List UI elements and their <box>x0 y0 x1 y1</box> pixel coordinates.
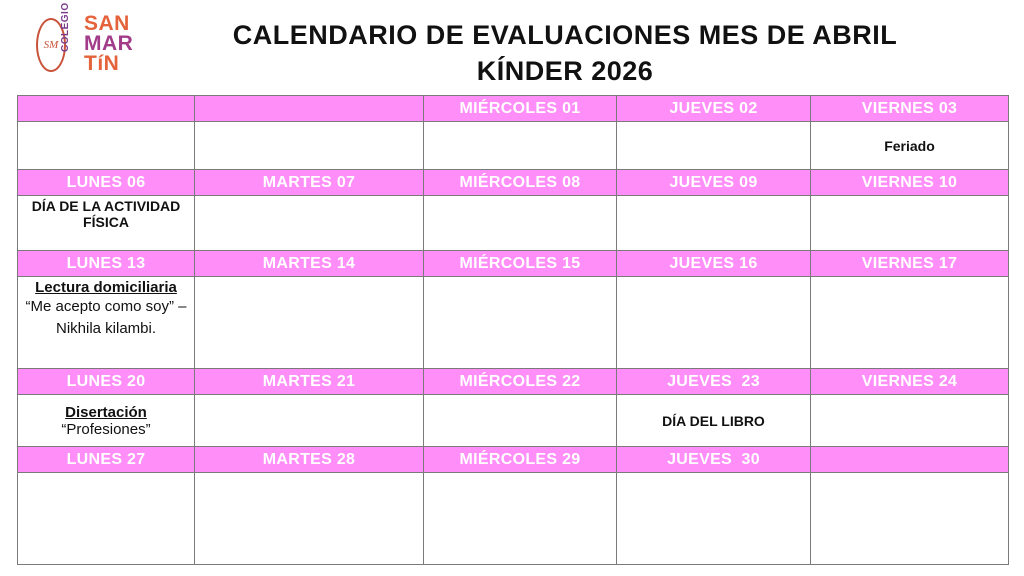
day-header: MIÉRCOLES 15 <box>424 251 617 277</box>
day-cell <box>424 122 617 170</box>
day-cell <box>811 196 1009 251</box>
day-note-lectura <box>18 277 195 369</box>
week-4-header-row <box>18 369 1009 395</box>
logo-word-tin: TíN <box>84 52 120 75</box>
day-cell <box>811 473 1009 565</box>
week-3-body-row <box>18 277 1009 369</box>
day-header: VIERNES 10 <box>811 170 1009 196</box>
week-5-body-row <box>18 473 1009 565</box>
day-header: JUEVES 09 <box>617 170 811 196</box>
day-header: JUEVES 02 <box>617 96 811 122</box>
week-2-body-row <box>18 196 1009 251</box>
calendar-table <box>17 95 1009 565</box>
day-header: VIERNES 24 <box>811 369 1009 395</box>
day-cell <box>424 277 617 369</box>
day-cell <box>195 395 424 447</box>
day-header: LUNES 20 <box>18 369 195 395</box>
day-cell <box>18 122 195 170</box>
day-note-actividad-fisica: DÍA DE LA ACTIVIDAD FÍSICA <box>18 196 195 251</box>
day-header: VIERNES 17 <box>811 251 1009 277</box>
logo-word-san: SAN <box>84 12 130 35</box>
day-cell <box>811 277 1009 369</box>
week-2-header-row <box>18 170 1009 196</box>
logo-word-mar: MAR <box>84 32 134 55</box>
note-heading: Lectura domiciliaria <box>35 279 177 296</box>
day-cell <box>811 395 1009 447</box>
day-header <box>195 96 424 122</box>
day-cell <box>617 277 811 369</box>
day-header: JUEVES 23 <box>617 369 811 395</box>
day-cell <box>195 196 424 251</box>
day-header: MARTES 07 <box>195 170 424 196</box>
day-header <box>18 96 195 122</box>
day-cell <box>195 122 424 170</box>
day-cell <box>424 473 617 565</box>
day-note-dia-del-libro: DÍA DEL LIBRO <box>617 395 811 447</box>
day-header: VIERNES 03 <box>811 96 1009 122</box>
day-header: MIÉRCOLES 22 <box>424 369 617 395</box>
day-header: LUNES 13 <box>18 251 195 277</box>
day-cell <box>617 122 811 170</box>
day-header: LUNES 27 <box>18 447 195 473</box>
day-header: JUEVES 30 <box>617 447 811 473</box>
day-header <box>811 447 1009 473</box>
week-1-header-row <box>18 96 1009 122</box>
note-text: “Me acepto como soy” – Nikhila kilambi. <box>25 298 187 337</box>
day-header: LUNES 06 <box>18 170 195 196</box>
day-header: MARTES 21 <box>195 369 424 395</box>
week-5-header-row <box>18 447 1009 473</box>
logo-colegio-text: COLEGIO <box>60 2 71 52</box>
week-3-header-row <box>18 251 1009 277</box>
day-cell <box>617 196 811 251</box>
day-cell <box>424 395 617 447</box>
day-cell <box>617 473 811 565</box>
page-title: CALENDARIO DE EVALUACIONES MES DE ABRIL <box>232 20 898 50</box>
note-heading: Disertación <box>65 403 147 421</box>
day-note-feriado: Feriado <box>811 122 1009 170</box>
school-logo <box>32 2 142 78</box>
week-1-body-row <box>18 122 1009 170</box>
week-4-body-row <box>18 395 1009 447</box>
day-header: JUEVES 16 <box>617 251 811 277</box>
day-header: MARTES 28 <box>195 447 424 473</box>
day-header: MIÉRCOLES 29 <box>424 447 617 473</box>
day-header: MARTES 14 <box>195 251 424 277</box>
day-cell <box>195 277 424 369</box>
day-note-disertacion <box>18 395 195 447</box>
note-text: “Profesiones” <box>61 420 151 438</box>
logo-seal: SM <box>36 18 66 72</box>
day-cell <box>18 473 195 565</box>
day-cell <box>195 473 424 565</box>
page-subtitle: KÍNDER 2026 <box>476 56 654 86</box>
day-header: MIÉRCOLES 01 <box>424 96 617 122</box>
day-cell <box>424 196 617 251</box>
day-header: MIÉRCOLES 08 <box>424 170 617 196</box>
